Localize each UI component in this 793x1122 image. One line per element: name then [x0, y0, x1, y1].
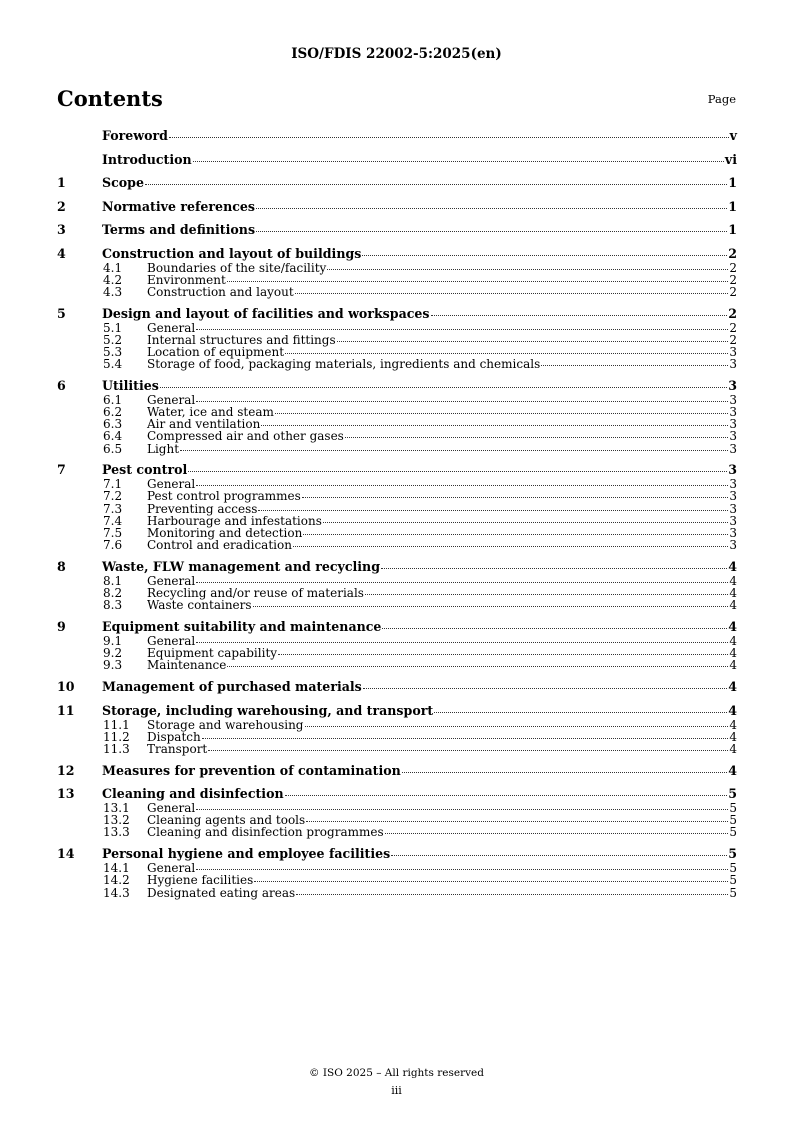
dot-leader: [196, 328, 728, 330]
toc-entry-page: 4: [728, 702, 737, 718]
toc-entry-page: 2: [728, 305, 737, 321]
toc-entry-page: 2: [729, 332, 737, 347]
toc-subentry[interactable]: [57, 743, 737, 755]
toc-entry-number: 11: [57, 702, 75, 718]
toc-entry-number: 5.2: [103, 332, 123, 347]
dot-leader: [541, 364, 728, 366]
toc-entry[interactable]: [57, 306, 737, 322]
toc-entry-number: 12: [57, 762, 75, 778]
toc-entry-title: Construction and layout of buildings: [102, 245, 362, 261]
toc-entry-page: 4: [728, 762, 737, 778]
toc-entry-number: 8: [57, 558, 66, 574]
toc-entry-number: 13.3: [103, 825, 130, 840]
toc-entry-title: Maintenance: [147, 658, 227, 673]
toc-entry-number: 11.3: [103, 741, 130, 756]
toc-entry-title: General: [147, 320, 196, 335]
toc-entry-title: Storage and warehousing: [147, 717, 304, 732]
toc-subentry[interactable]: [57, 539, 737, 551]
toc-entry-title: Storage of food, packaging materials, ingredients and chemicals: [147, 357, 541, 372]
toc-entry-title: Measures for prevention of contamination: [102, 762, 401, 778]
dot-leader: [254, 880, 728, 882]
toc-entry-page: v: [729, 128, 737, 143]
toc-entry-number: 6.5: [103, 441, 123, 456]
toc-entry[interactable]: [57, 703, 737, 719]
toc-entry[interactable]: [57, 846, 737, 862]
copyright-notice: © ISO 2025 – All rights reserved: [309, 1067, 484, 1079]
toc-entry-page: 4: [729, 633, 737, 648]
toc-entry-title: Cleaning and disinfection: [102, 786, 284, 802]
toc-entry-title: Waste containers: [147, 598, 252, 613]
toc-entry-page: 3: [729, 477, 737, 492]
toc-entry-title: Terms and definitions: [102, 222, 256, 237]
toc-entry-number: 4.2: [103, 272, 123, 287]
toc-entry-page: 3: [729, 429, 737, 444]
toc-entry-page: 4: [728, 558, 737, 574]
toc-entry-page: 3: [729, 357, 737, 372]
toc-entry-title: Transport: [147, 741, 208, 756]
toc-entry-title: Recycling and/or reuse of materials: [147, 586, 364, 601]
toc-entry-title: General: [147, 633, 196, 648]
toc-entry-page: 2: [729, 284, 737, 299]
toc-entry-number: 7.1: [103, 477, 123, 492]
toc-entry-page: 2: [729, 320, 737, 335]
toc-entry-page: 3: [729, 538, 737, 553]
toc-entry-number: 4.3: [103, 284, 123, 299]
toc-entry-number: 11.2: [103, 729, 130, 744]
toc-entry[interactable]: [57, 763, 737, 779]
dot-leader: [431, 314, 728, 316]
toc-entry-title: Equipment capability: [147, 646, 278, 661]
toc-subentry[interactable]: [57, 826, 737, 838]
page-column-label: Page: [707, 92, 736, 106]
toc-subentry[interactable]: [57, 286, 737, 298]
toc-entry-page: 4: [728, 679, 737, 694]
dot-leader: [303, 533, 728, 535]
toc-entry-page: 3: [729, 392, 737, 407]
dot-leader: [196, 641, 728, 643]
toc-subentry[interactable]: [57, 490, 737, 502]
toc-entry-number: 7.2: [103, 489, 123, 504]
toc-entry-page: 4: [729, 729, 737, 744]
toc-entry-number: 6.4: [103, 429, 123, 444]
toc-entry-title: General: [147, 573, 196, 588]
toc-entry-number: 7.6: [103, 538, 123, 553]
toc-entry-title: Personal hygiene and employee facilities: [102, 846, 391, 862]
toc-subentry[interactable]: [57, 262, 737, 274]
toc-entry-number: 8.1: [103, 573, 123, 588]
toc-entry-page: 2: [728, 245, 737, 261]
toc-entry-title: Introduction: [102, 151, 192, 167]
toc-entry-number: 4: [57, 245, 66, 261]
toc-entry-number: 6: [57, 377, 66, 393]
toc-entry-title: Cleaning agents and tools: [147, 813, 306, 828]
toc-entry-page: 4: [729, 658, 737, 673]
dot-leader: [306, 820, 728, 822]
toc-entry-number: 9.1: [103, 633, 123, 648]
toc-entry-number: 3: [57, 222, 66, 237]
toc-entry[interactable]: [57, 128, 737, 144]
toc-entry-number: 9.2: [103, 646, 123, 661]
toc-entry-page: 3: [729, 441, 737, 456]
table-of-contents: [57, 128, 737, 899]
toc-subentry[interactable]: [57, 443, 737, 455]
toc-entry-page: 3: [729, 526, 737, 540]
toc-entry-number: 1: [57, 175, 66, 190]
toc-entry-number: 7.4: [103, 513, 123, 528]
dot-leader: [188, 470, 727, 472]
toc-subentry[interactable]: [57, 659, 737, 671]
dot-leader: [227, 280, 729, 282]
toc-entry-number: 11.1: [103, 717, 130, 732]
toc-entry-number: 9: [57, 618, 66, 634]
toc-entry-title: Environment: [147, 272, 226, 287]
dot-leader: [202, 737, 729, 739]
toc-entry-title: Compressed air and other gases: [147, 429, 344, 444]
toc-entry-page: 4: [728, 618, 737, 634]
toc-entry-number: 8.3: [103, 598, 123, 613]
toc-entry-number: 13.1: [103, 801, 130, 816]
toc-entry-page: 4: [729, 717, 737, 732]
toc-entry-page: 2: [729, 272, 737, 287]
dot-leader: [327, 268, 728, 270]
toc-entry-title: Preventing access: [147, 501, 258, 516]
dot-leader: [145, 183, 727, 185]
dot-leader: [345, 436, 729, 438]
toc-entry-page: 5: [729, 885, 737, 900]
dot-leader: [256, 207, 727, 209]
toc-entry-title: Cleaning and disinfection programmes: [147, 825, 384, 840]
toc-entry-page: 5: [729, 801, 737, 816]
toc-entry-page: 4: [729, 573, 737, 588]
dot-leader: [169, 136, 729, 138]
toc-entry-number: 13: [57, 786, 75, 802]
toc-entry-number: 8.2: [103, 586, 123, 601]
dot-leader: [302, 496, 729, 498]
toc-entry-number: 14.3: [103, 885, 130, 900]
dot-leader: [296, 893, 728, 895]
toc-entry-title: General: [147, 392, 196, 407]
toc-entry[interactable]: [57, 152, 737, 168]
toc-entry-number: 5.1: [103, 320, 123, 335]
toc-entry-title: Designated eating areas: [147, 885, 296, 900]
dot-leader: [293, 545, 728, 547]
page-number: iii: [391, 1084, 402, 1097]
dot-leader: [362, 254, 727, 256]
toc-subentry[interactable]: [57, 358, 737, 370]
toc-entry[interactable]: [57, 378, 737, 394]
toc-entry-title: Control and eradication: [147, 538, 292, 553]
toc-entry-page: 5: [729, 873, 737, 888]
toc-entry-page: 3: [729, 405, 737, 419]
toc-entry-title: Management of purchased materials: [102, 679, 362, 694]
dot-leader: [256, 230, 727, 232]
toc-entry-number: 14.2: [103, 873, 130, 888]
dot-leader: [363, 687, 727, 689]
dot-leader: [261, 424, 728, 426]
toc-entry-number: 6.2: [103, 405, 123, 419]
toc-entry-number: 10: [57, 679, 75, 694]
toc-entry-title: General: [147, 477, 196, 492]
dot-leader: [196, 484, 728, 486]
toc-entry-page: 4: [729, 586, 737, 601]
toc-entry-title: Boundaries of the site/facility: [147, 260, 327, 275]
toc-entry-page: 4: [729, 646, 737, 661]
toc-entry-number: 13.2: [103, 813, 130, 828]
toc-entry-number: 9.3: [103, 658, 123, 673]
dot-leader: [196, 400, 728, 402]
toc-entry[interactable]: [57, 619, 737, 635]
toc-entry-page: 3: [729, 417, 737, 432]
toc-entry-title: Pest control programmes: [147, 489, 301, 504]
toc-subentry[interactable]: [57, 719, 737, 731]
toc-entry-page: 3: [729, 344, 737, 359]
toc-entry-page: 1: [728, 175, 737, 190]
toc-entry-number: 7: [57, 462, 66, 478]
toc-entry-title: Monitoring and detection: [147, 526, 303, 540]
toc-entry-page: 3: [728, 462, 737, 478]
toc-entry[interactable]: [57, 559, 737, 575]
dot-leader: [337, 340, 729, 342]
toc-subentry[interactable]: [57, 874, 737, 886]
toc-entry-page: 4: [729, 741, 737, 756]
dot-leader: [305, 725, 729, 727]
dot-leader: [285, 352, 728, 354]
toc-entry-page: 5: [728, 846, 737, 862]
toc-entry-title: Light: [147, 441, 180, 456]
dot-leader: [196, 868, 728, 870]
dot-leader: [323, 521, 728, 523]
toc-entry-title: Air and ventilation: [147, 417, 261, 432]
toc-entry[interactable]: [57, 679, 737, 695]
toc-entry-page: 3: [729, 513, 737, 528]
dot-leader: [258, 509, 728, 511]
toc-entry-number: 5.4: [103, 357, 123, 372]
toc-entry-number: 5: [57, 305, 66, 321]
toc-subentry[interactable]: [57, 322, 737, 334]
toc-entry-title: Utilities: [102, 377, 159, 393]
dot-leader: [381, 567, 727, 569]
dot-leader: [193, 160, 724, 162]
toc-entry-title: Internal structures and fittings: [147, 332, 336, 347]
toc-entry[interactable]: [57, 199, 737, 215]
toc-entry-title: Scope: [102, 175, 144, 190]
toc-entry-number: 5.3: [103, 344, 123, 359]
toc-entry-number: 14.1: [103, 861, 130, 876]
toc-entry-page: 1: [728, 198, 737, 214]
toc-entry-title: Hygiene facilities: [147, 873, 254, 888]
dot-leader: [227, 665, 728, 667]
toc-entry[interactable]: [57, 222, 737, 238]
dot-leader: [295, 292, 729, 294]
dot-leader: [208, 749, 728, 751]
toc-entry-title: Design and layout of facilities and workspaces: [102, 305, 430, 321]
toc-entry[interactable]: [57, 175, 737, 191]
dot-leader: [402, 771, 727, 773]
toc-entry-page: 5: [728, 786, 737, 802]
toc-entry-number: 4.1: [103, 260, 123, 275]
dot-leader: [196, 808, 728, 810]
toc-entry-number: 6.3: [103, 417, 123, 432]
toc-entry[interactable]: [57, 786, 737, 802]
dot-leader: [278, 653, 728, 655]
toc-entry-title: Waste, FLW management and recycling: [102, 558, 381, 574]
toc-entry-number: 6.1: [103, 392, 123, 407]
toc-entry-page: 3: [729, 501, 737, 516]
toc-entry-page: 5: [729, 861, 737, 876]
toc-entry[interactable]: [57, 246, 737, 262]
toc-entry-number: 7.5: [103, 526, 123, 540]
dot-leader: [385, 832, 729, 834]
toc-entry-page: 3: [729, 489, 737, 504]
dot-leader: [275, 412, 728, 414]
toc-entry-number: 7.3: [103, 501, 123, 516]
toc-entry-title: Storage, including warehousing, and transport: [102, 702, 434, 718]
toc-entry-title: Water, ice and steam: [147, 405, 274, 419]
toc-subentry[interactable]: [57, 430, 737, 442]
toc-entry-title: General: [147, 861, 196, 876]
toc-subentry[interactable]: [57, 599, 737, 611]
toc-entry-title: Harbourage and infestations: [147, 513, 322, 528]
toc-entry-title: Normative references: [102, 198, 256, 214]
dot-leader: [391, 854, 727, 856]
document-id-header: ISO/FDIS 22002-5:2025(en): [291, 46, 502, 62]
toc-entry-page: 5: [729, 825, 737, 840]
toc-entry-page: 1: [728, 222, 737, 237]
toc-entry-page: 3: [728, 377, 737, 393]
toc-entry-page: 2: [729, 260, 737, 275]
toc-entry-page: 4: [729, 598, 737, 613]
toc-subentry[interactable]: [57, 503, 737, 515]
toc-entry-title: Pest control: [102, 462, 188, 478]
toc-entry-title: Equipment suitability and maintenance: [102, 618, 382, 634]
dot-leader: [253, 605, 729, 607]
toc-entry[interactable]: [57, 462, 737, 478]
toc-entry-title: Location of equipment: [147, 344, 285, 359]
dot-leader: [180, 449, 728, 451]
dot-leader: [285, 794, 728, 796]
toc-entry-number: 2: [57, 198, 66, 214]
contents-title: Contents: [57, 86, 163, 111]
dot-leader: [382, 627, 727, 629]
toc-entry-title: Dispatch: [147, 729, 201, 744]
dot-leader: [196, 581, 728, 583]
toc-subentry[interactable]: [57, 887, 737, 899]
dot-leader: [160, 386, 727, 388]
toc-entry-page: 5: [729, 813, 737, 828]
toc-entry-number: 14: [57, 846, 75, 862]
toc-entry-title: General: [147, 801, 196, 816]
toc-entry-page: vi: [724, 151, 737, 167]
dot-leader: [365, 593, 728, 595]
toc-entry-title: Construction and layout: [147, 284, 294, 299]
toc-entry-title: Foreword: [102, 128, 168, 143]
dot-leader: [434, 711, 727, 713]
